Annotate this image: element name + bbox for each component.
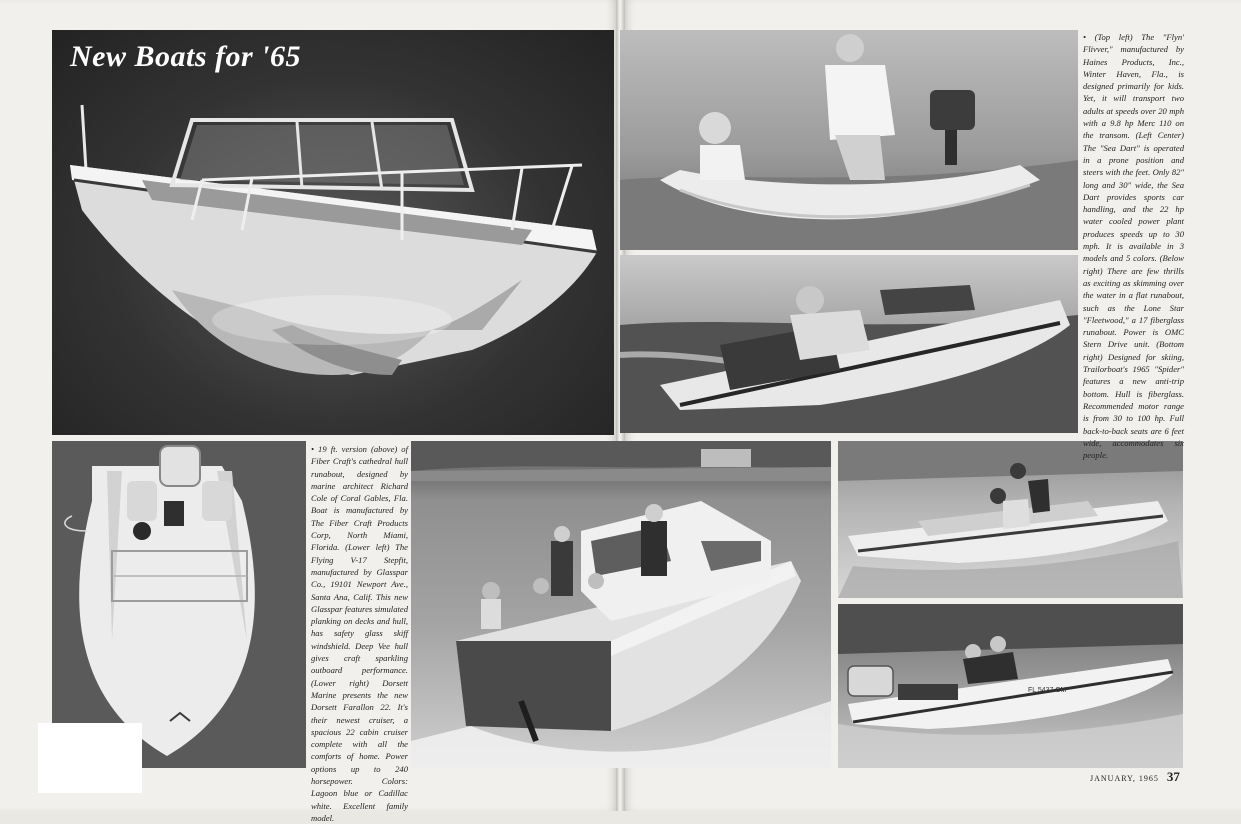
photo-sea-dart [620,255,1078,433]
flyn-flivver-illustration [620,30,1078,250]
white-paper-patch [38,723,142,793]
cathedral-hull-boat-illustration [52,30,614,435]
photo-dorsett-farallon-cruiser [411,441,831,768]
hero-photo-cathedral-hull-runabout [52,30,614,435]
article-headline: New Boats for '65 [70,40,302,73]
overhead-boat-illustration [52,441,306,768]
spider-ski-boat-illustration [838,604,1183,768]
photo-lone-star-fleetwood [838,441,1183,598]
page-folio [1090,768,1180,786]
photo-flying-v-stepfit-overhead [52,441,306,768]
caption-right-column: • (Top left) The "Flyn' Flivver," manufactured by Haines Products, Inc., Winter Haven, Fla., is designed primarily for kids. Yet, it will transport two adults at speeds over 20 mph with a 9.8 hp Merc 110 on the transom. (Left Center) The "Sea Dart" is operated in a prone position and steers with the feet. Only 82" long and 30" wide, the Sea Dart provides sports car handling, and the 22 hp water cooled power plant produces speeds up to 30 mph. It is available in 3 models and 5 colors. (Below right) There are few thrills as exciting as skimming over the water in a flat runabout, such as the Lone Star "Fleetwood," a 17 fiberglass runabout. Power is OMC Stern Drive unit. (Bottom right) Designed for skiing, Trailorboat's 1965 "Spider" features a new anti-trip bottom. Hull is fiberglass. Recommended motor range is from 30 to 100 hp. Full back-to-back seats are 6 feet wide, accommodates six people. [1083,32,1184,461]
photo-trailorboat-spider [838,604,1183,768]
caption-left-column: • 19 ft. version (above) of Fiber Craft's cathedral hull runabout, designed by marine architect Richard Cole of Coral Gables, Fla. Boat is manufactured by The Fiber Craft Products Corp, North Miami, Florida. (Lower left) The Flying V-17 Stepfit, manufactured by Glasspar Co., 19101 Newport Ave., Santa Ana, Calif. This new Glasspar features simulated planking on decks and hull, has safety glass skiff windshield. Deep Vee hull gives craft sparkling outboard performance. (Lower right) Dorsett Marine presents the new Dorsett Farallon 22. It's their newest cruiser, a spacious 22 cabin cruiser complete with all the comforts of home. Power options up to 240 horsepower. Colors: Lagoon blue or Cadillac white. Excellent family model. [311,444,408,823]
photo-flyn-flivver [620,30,1078,250]
issue-date: JANUARY, 1965 [1090,774,1159,783]
fleetwood-runabout-illustration [838,441,1183,598]
cruiser-illustration [411,441,831,768]
page-number: 37 [1166,769,1180,784]
sea-dart-illustration [620,255,1078,433]
hull-registration-number: FL 5437 CM [1028,687,1067,694]
